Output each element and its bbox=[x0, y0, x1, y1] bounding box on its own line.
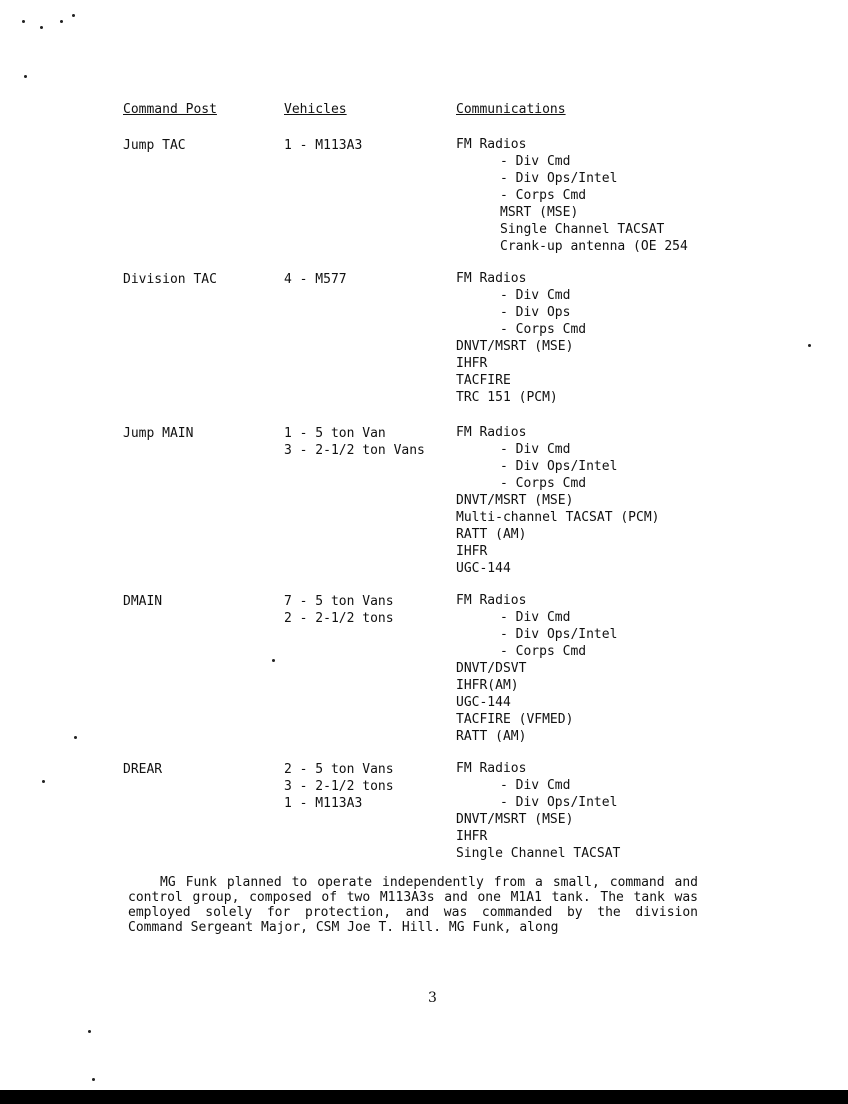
vehicle-line: 2 - 2-1/2 tons bbox=[284, 611, 394, 626]
communications-line: FM Radios bbox=[456, 761, 527, 776]
communications-line: - Corps Cmd bbox=[500, 322, 587, 337]
scan-speck bbox=[808, 344, 811, 347]
vehicle-line: 2 - 5 ton Vans bbox=[284, 762, 394, 777]
communications-line: Single Channel TACSAT bbox=[456, 846, 621, 861]
command-post-name: DMAIN bbox=[123, 594, 163, 609]
scan-speck bbox=[72, 14, 75, 17]
communications-line: - Div Ops/Intel bbox=[500, 627, 618, 642]
communications-line: FM Radios bbox=[456, 137, 527, 152]
communications-line: RATT (AM) bbox=[456, 729, 527, 744]
communications-line: - Div Ops/Intel bbox=[500, 795, 618, 810]
communications-line: - Div Cmd bbox=[500, 288, 571, 303]
vehicle-line: 3 - 2-1/2 ton Vans bbox=[284, 443, 425, 458]
communications-cell bbox=[456, 760, 620, 862]
command-post-name: Jump TAC bbox=[123, 138, 186, 153]
vehicle-line: 3 - 2-1/2 tons bbox=[284, 779, 394, 794]
page-number: 3 bbox=[428, 990, 437, 1006]
communications-cell bbox=[456, 270, 586, 406]
scan-speck bbox=[88, 1030, 91, 1033]
vehicle-line: 1 - 5 ton Van bbox=[284, 426, 386, 441]
scan-speck bbox=[22, 20, 25, 23]
scan-speck bbox=[92, 1078, 95, 1081]
communications-line: IHFR bbox=[456, 356, 488, 371]
communications-line: - Corps Cmd bbox=[500, 188, 587, 203]
communications-line: TACFIRE bbox=[456, 373, 511, 388]
communications-line: - Div Cmd bbox=[500, 442, 571, 457]
communications-line: - Div Cmd bbox=[500, 778, 571, 793]
communications-line: FM Radios bbox=[456, 593, 527, 608]
communications-line: - Corps Cmd bbox=[500, 644, 587, 659]
vehicles-cell bbox=[284, 138, 362, 155]
vehicle-line: 1 - M113A3 bbox=[284, 796, 363, 811]
communications-cell bbox=[456, 424, 660, 577]
communications-line: IHFR(AM) bbox=[456, 678, 519, 693]
communications-line: - Div Ops/Intel bbox=[500, 459, 618, 474]
scan-speck bbox=[40, 26, 43, 29]
vehicle-line: 7 - 5 ton Vans bbox=[284, 594, 394, 609]
communications-line: FM Radios bbox=[456, 271, 527, 286]
body-paragraph: MG Funk planned to operate independently from a small, command and control group, composed of two M113A3s and one M1A1 tank. The tank was employed solely for protection, and was commanded by the division Command Sergeant Major, CSM Joe T. Hill. MG Funk, along bbox=[128, 875, 698, 935]
vehicles-cell bbox=[284, 272, 347, 289]
vehicles-cell bbox=[284, 594, 394, 628]
column-header-command-post: Command Post bbox=[123, 102, 217, 117]
communications-line: FM Radios bbox=[456, 425, 527, 440]
communications-line: Multi-channel TACSAT (PCM) bbox=[456, 510, 660, 525]
command-post-name: Jump MAIN bbox=[123, 426, 194, 441]
communications-line: DNVT/MSRT (MSE) bbox=[456, 812, 574, 827]
scan-speck bbox=[42, 780, 45, 783]
communications-line: MSRT (MSE) bbox=[500, 205, 579, 220]
column-header-communications: Communications bbox=[456, 102, 566, 117]
command-post-name: DREAR bbox=[123, 762, 163, 777]
communications-line: IHFR bbox=[456, 829, 488, 844]
communications-line: Single Channel TACSAT bbox=[500, 222, 665, 237]
command-post-name: Division TAC bbox=[123, 272, 217, 287]
communications-line: TRC 151 (PCM) bbox=[456, 390, 558, 405]
communications-line: UGC-144 bbox=[456, 561, 511, 576]
communications-line: DNVT/MSRT (MSE) bbox=[456, 339, 574, 354]
communications-line: UGC-144 bbox=[456, 695, 511, 710]
vehicle-line: 1 - M113A3 bbox=[284, 138, 363, 153]
communications-line: - Div Cmd bbox=[500, 154, 571, 169]
communications-line: - Corps Cmd bbox=[500, 476, 587, 491]
communications-cell bbox=[456, 592, 617, 745]
communications-line: - Div Cmd bbox=[500, 610, 571, 625]
scan-speck bbox=[74, 736, 77, 739]
communications-line: - Div Ops/Intel bbox=[500, 171, 618, 186]
communications-line: DNVT/MSRT (MSE) bbox=[456, 493, 574, 508]
scan-border bbox=[0, 1090, 848, 1104]
communications-line: IHFR bbox=[456, 544, 488, 559]
communications-line: - Div Ops bbox=[500, 305, 571, 320]
communications-cell bbox=[456, 136, 688, 255]
communications-line: DNVT/DSVT bbox=[456, 661, 527, 676]
vehicles-cell bbox=[284, 426, 425, 460]
scan-speck bbox=[24, 75, 27, 78]
communications-line: Crank-up antenna (OE 254 bbox=[500, 239, 688, 254]
column-header-vehicles: Vehicles bbox=[284, 102, 347, 117]
vehicle-line: 4 - M577 bbox=[284, 272, 347, 287]
communications-line: TACFIRE (VFMED) bbox=[456, 712, 574, 727]
scan-speck bbox=[272, 659, 275, 662]
vehicles-cell bbox=[284, 762, 394, 813]
scan-speck bbox=[60, 20, 63, 23]
communications-line: RATT (AM) bbox=[456, 527, 527, 542]
